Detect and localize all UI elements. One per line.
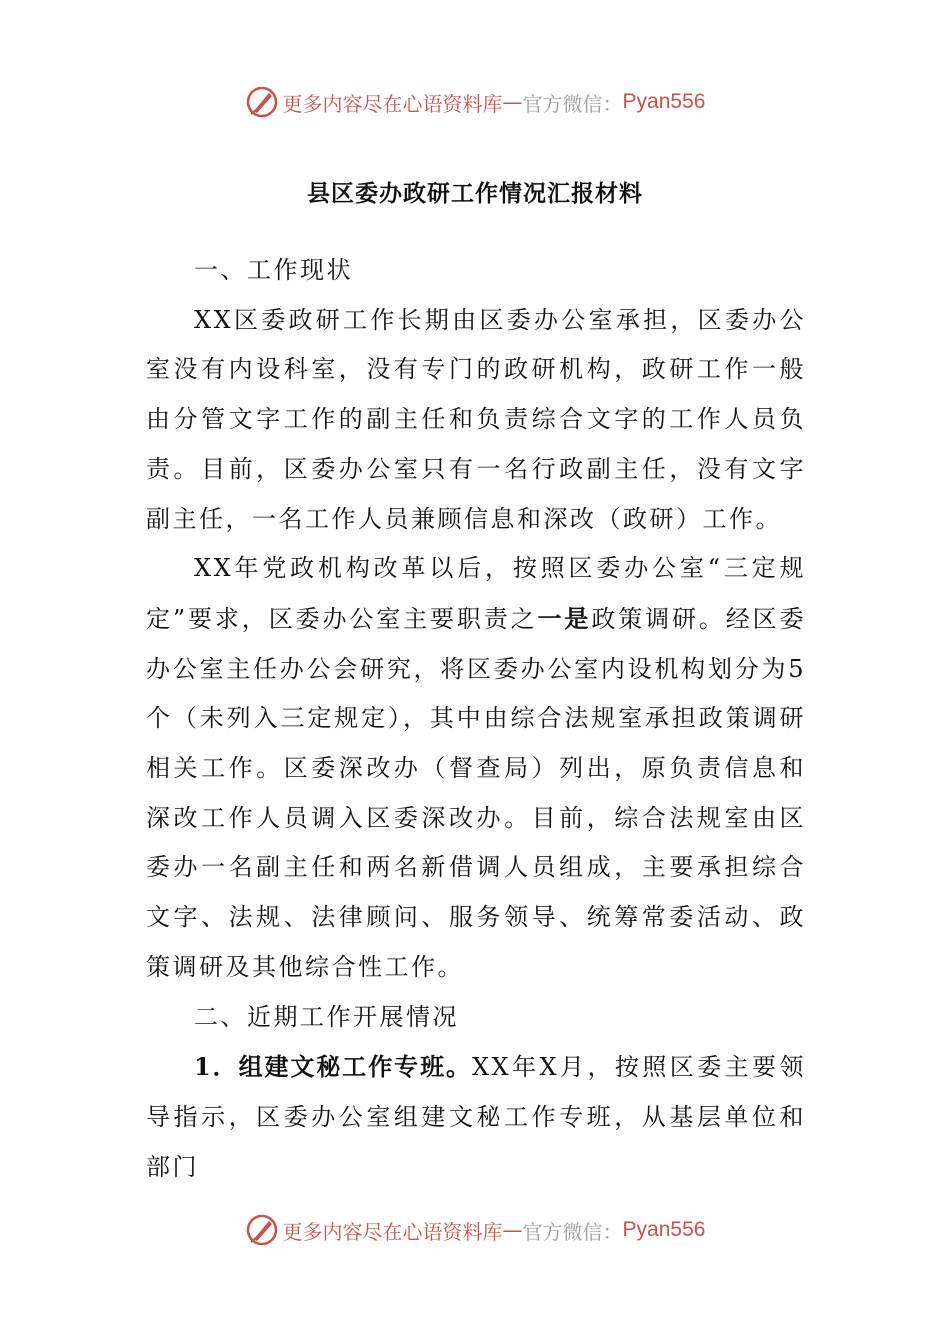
watermark-label: 官方微信： (522, 91, 623, 116)
watermark-text: 更多内容尽在心语资料库 (282, 1219, 503, 1244)
document-title: 县区委办政研工作情况汇报材料 (307, 180, 643, 207)
watermark-banner-bottom (0, 1210, 950, 1250)
paragraph-1: XX区委政研工作长期由区委办公室承担，区委办公室没有内设科室，没有专门的政研机构，政研工作一般由分管文字工作的副主任和负责综合文字的工作人员负责。目前，区委办公室只有一名行政副主任，没有文字副主任，一名工作人员兼顾信息和深改（政研）工作。 (146, 305, 806, 533)
paragraph-2-part-c: 政策调研。经区委办公室主任办公会研究，将区委办公室内设机构划分为5个（未列入三定规定），其中由综合法规室承担政策调研相关工作。区委深改办（督查局）列出，原负责信息和深改工作人员调入区委深改办。目前，综合法规室由区委办一名副主任和两名新借调人员组成，主要承担综合文字、法规、法律顾问、服务领导、统筹常委活动、政策调研及其他综合性工作。 (146, 604, 807, 981)
watermark-label: 官方微信： (522, 1219, 623, 1244)
watermark-wechat-id: Pyan556 (622, 1218, 706, 1241)
document-body (146, 246, 806, 1192)
paragraph-3-lead: 1．组建文秘工作专班。 (194, 1052, 472, 1082)
watermark-banner-top (0, 82, 950, 122)
watermark-text: 更多内容尽在心语资料库 (282, 91, 503, 116)
paragraph-2 (146, 544, 806, 992)
section-heading-2: 二、近期工作开展情况 (194, 1002, 459, 1031)
watermark-separator: — (502, 1218, 523, 1242)
section-heading-1: 一、工作现状 (194, 256, 353, 284)
watermark-separator: — (502, 90, 523, 114)
paragraph-3 (146, 1042, 806, 1192)
paragraph-3-text: XX年X月，按照区委主要领导指示，区委办公室组建文秘工作专班，从基层单位和部门 (146, 1053, 806, 1181)
quill-pen-logo-icon (245, 85, 279, 119)
paragraph-2-part-a: XX年党政机构改革以后，按照区委办公室“三定规定”要求，区委办公室主要职责之 (146, 554, 806, 633)
quill-pen-logo-icon (245, 1213, 279, 1247)
watermark-wechat-id: Pyan556 (622, 90, 706, 113)
paragraph-2-emphasis: 一是 (537, 603, 592, 633)
